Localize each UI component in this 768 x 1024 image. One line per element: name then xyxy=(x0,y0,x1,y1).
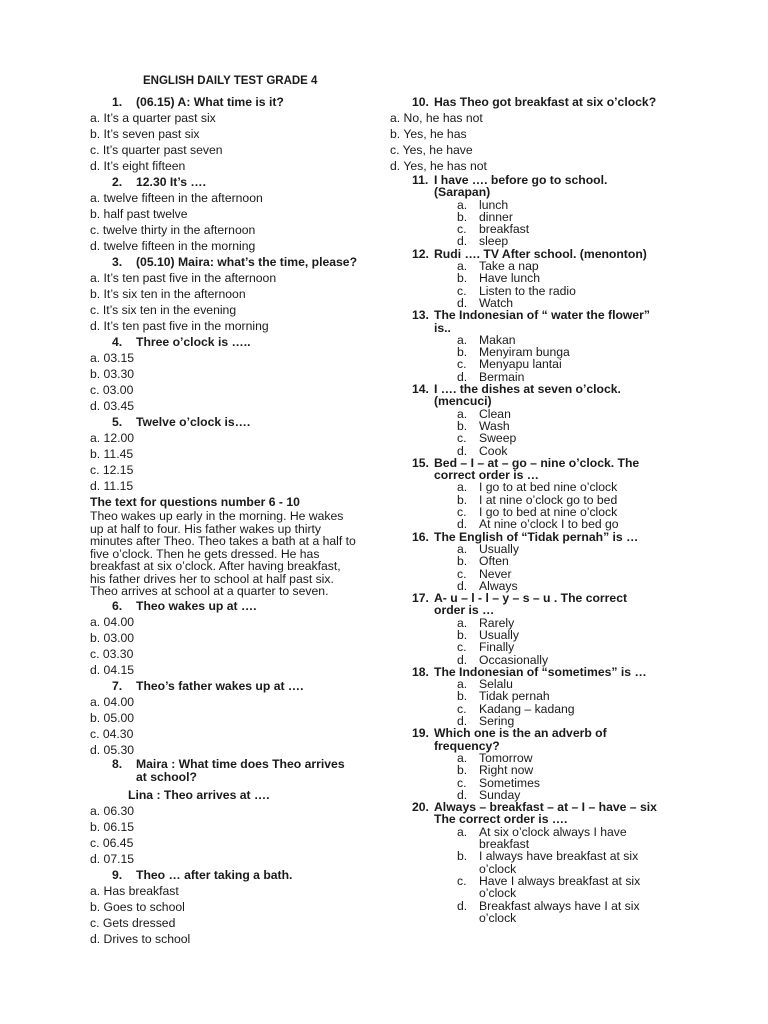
option-c: c. It’s six ten in the evening xyxy=(90,303,237,317)
option-text: breakfast xyxy=(479,837,530,852)
option-b xyxy=(390,555,690,567)
option-c xyxy=(390,875,690,900)
option-text: dinner xyxy=(479,209,513,224)
option-c: c. 12.15 xyxy=(90,463,134,477)
question-text: 12.30 It’s …. xyxy=(136,175,207,189)
option-text: Sometimes xyxy=(479,775,540,790)
option-letter: c. xyxy=(457,222,467,237)
option-b xyxy=(390,629,690,641)
option-a xyxy=(390,617,690,629)
option-a: a. It’s a quarter past six xyxy=(90,111,216,125)
question-text: The English of “Tidak pernah” is … xyxy=(434,529,639,544)
question-8-line-3 xyxy=(90,787,385,803)
question-19-line-2 xyxy=(390,740,690,752)
question-number: 10. xyxy=(412,95,429,109)
passage-line: five o’clock. Then he gets dressed. He has xyxy=(90,546,320,561)
option-letter: c. xyxy=(457,505,467,520)
option-letter: d. xyxy=(457,578,468,593)
option-text: I at nine o’clock go to bed xyxy=(479,492,618,507)
option-text: Sunday xyxy=(479,787,521,802)
option-c: c. 03.30 xyxy=(90,646,134,661)
question-16 xyxy=(390,531,690,543)
option-text: o’clock xyxy=(479,861,517,876)
question-text: order is … xyxy=(434,603,495,618)
option-text: Have lunch xyxy=(479,271,540,286)
option-b: b. 11.45 xyxy=(90,447,134,461)
question-number: 20. xyxy=(412,800,429,815)
option-a: a. It’s ten past five in the afternoon xyxy=(90,271,277,285)
option-a: a. Has breakfast xyxy=(90,883,179,898)
option-letter: c. xyxy=(457,701,467,716)
question-number: 5. xyxy=(112,415,123,429)
option-letter: a. xyxy=(457,480,468,495)
option-a: a. 04.00 xyxy=(90,614,135,629)
question-text: The Indonesian of “sometimes” is … xyxy=(434,664,647,679)
question-number: 9. xyxy=(112,867,123,882)
option-letter: b. xyxy=(457,209,468,224)
passage-line: up at half to four. His father wakes up thirty xyxy=(90,521,322,536)
option-b xyxy=(390,272,690,284)
option-c: c. 03.00 xyxy=(90,383,134,397)
option-a: a. 04.00 xyxy=(90,694,135,709)
right-question-list xyxy=(390,174,690,924)
option-text: Usually xyxy=(479,541,519,556)
option-b xyxy=(390,420,690,432)
option-letter: c. xyxy=(457,566,467,581)
question-text: frequency? xyxy=(434,738,500,753)
option-letter: b. xyxy=(457,271,468,286)
option-letter: c. xyxy=(457,283,467,298)
option-letter: c. xyxy=(457,357,467,372)
question-number: 6. xyxy=(112,598,123,613)
option-text: o’clock xyxy=(479,910,517,925)
option-letter: a. xyxy=(457,677,468,692)
question-text: Always – breakfast – at – I – have – six xyxy=(434,800,657,815)
option-letter: b. xyxy=(457,849,468,864)
option-b xyxy=(390,211,690,223)
question-text: Has Theo got breakfast at six o’clock? xyxy=(434,95,657,109)
question-18 xyxy=(390,666,690,678)
option-b xyxy=(390,690,690,702)
question-number: 2. xyxy=(112,175,123,189)
question-text: is.. xyxy=(434,320,451,335)
option-text: Menyiram bunga xyxy=(479,345,570,360)
option-letter: b. xyxy=(457,345,468,360)
option-letter: b. xyxy=(457,627,468,642)
option-text: I always have breakfast at six xyxy=(479,849,639,864)
option-text: Rarely xyxy=(479,615,515,630)
passage-line: his father drives her to school at half past six. xyxy=(90,571,334,586)
option-c: c. 06.45 xyxy=(90,835,134,850)
option-b xyxy=(390,850,690,875)
option-d: d. It’s eight fifteen xyxy=(90,159,186,173)
question-number: 17. xyxy=(412,591,429,606)
question-text: correct order is … xyxy=(434,468,539,483)
option-c: c. It’s quarter past seven xyxy=(90,143,223,157)
option-letter: d. xyxy=(457,714,468,729)
option-text: lunch xyxy=(479,197,509,212)
question-text: Theo … after taking a bath. xyxy=(136,867,293,882)
option-c xyxy=(390,223,690,235)
option-letter: a. xyxy=(457,332,468,347)
option-d: d. 04.15 xyxy=(90,662,135,677)
option-letter: d. xyxy=(457,295,468,310)
option-a: a. twelve fifteen in the afternoon xyxy=(90,191,263,205)
option-a xyxy=(390,752,690,764)
question-7 xyxy=(90,678,385,694)
option-b xyxy=(390,764,690,776)
option-text: Makan xyxy=(479,332,516,347)
option-d: d. It’s ten past five in the morning xyxy=(90,319,269,333)
option-text: sleep xyxy=(479,234,509,249)
question-number: 16. xyxy=(412,529,429,544)
option-text: At nine o’clock I to bed go xyxy=(479,517,619,532)
option-d: d. 11.15 xyxy=(90,479,134,493)
question-text: (05.10) Maira: what’s the time, please? xyxy=(136,255,358,269)
option-text: Menyapu lantai xyxy=(479,357,562,372)
option-text: Selalu xyxy=(479,677,513,692)
question-8-line-2 xyxy=(90,771,385,784)
option-letter: b. xyxy=(457,492,468,507)
option-a xyxy=(390,543,690,555)
option-b: b. Yes, he has xyxy=(390,127,467,141)
option-b: b. It’s six ten in the afternoon xyxy=(90,287,246,301)
option-letter: b. xyxy=(457,763,468,778)
question-12 xyxy=(390,248,690,260)
question-text: Twelve o’clock is…. xyxy=(136,415,251,429)
option-d: d. twelve fifteen in the morning xyxy=(90,239,256,253)
question-number: 3. xyxy=(112,255,123,269)
question-20-line-2 xyxy=(390,813,690,825)
question-number: 15. xyxy=(412,455,429,470)
option-letter: c. xyxy=(457,640,467,655)
question-text: Rudi …. TV After school. (menonton) xyxy=(434,246,647,261)
option-c xyxy=(390,703,690,715)
option-a: a. 12.00 xyxy=(90,431,135,445)
option-d: d. 03.45 xyxy=(90,399,135,413)
question-11-line-2 xyxy=(390,186,690,198)
question-number: 12. xyxy=(412,246,429,261)
question-17-line-2 xyxy=(390,604,690,616)
option-text: Sweep xyxy=(479,431,517,446)
question-text: (mencuci) xyxy=(434,394,492,409)
question-number: 8. xyxy=(112,756,123,771)
question-text: I …. the dishes at seven o’clock. xyxy=(434,382,621,397)
option-b: b. 03.00 xyxy=(90,630,135,645)
option-letter: d. xyxy=(457,369,468,384)
question-text: Theo’s father wakes up at …. xyxy=(136,678,304,693)
option-letter: d. xyxy=(457,652,468,667)
passage-line: Theo arrives at school at a quarter to seven. xyxy=(90,584,329,598)
option-b: b. It’s seven past six xyxy=(90,127,200,141)
question-number: 11. xyxy=(412,173,429,187)
option-letter: a. xyxy=(457,197,468,212)
option-text: Breakfast always have I at six xyxy=(479,898,640,913)
option-b: b. Goes to school xyxy=(90,899,185,914)
option-text: Always xyxy=(479,578,518,593)
passage-line: breakfast at six o’clock. After having breakfast, xyxy=(90,559,341,573)
option-letter: d. xyxy=(457,517,468,532)
option-a xyxy=(390,408,690,420)
option-a xyxy=(390,199,690,211)
option-b: b. half past twelve xyxy=(90,207,188,221)
option-b: b. 06.15 xyxy=(90,819,135,834)
option-text: Occasionally xyxy=(479,652,549,667)
question-text: (06.15) A: What time is it? xyxy=(136,95,284,109)
option-text: Bermain xyxy=(479,369,525,384)
option-b: b. 05.00 xyxy=(90,710,135,725)
option-c xyxy=(390,358,690,370)
question-5 xyxy=(90,414,385,430)
left-column xyxy=(90,94,385,947)
question-14-line-2 xyxy=(390,395,690,407)
question-number: 19. xyxy=(412,726,429,741)
option-a: a. 06.30 xyxy=(90,803,135,818)
option-text: I go to bed at nine o’clock xyxy=(479,505,618,520)
option-c: c. Gets dressed xyxy=(90,915,176,930)
option-d: d. 07.15 xyxy=(90,851,135,866)
option-text: Never xyxy=(479,566,512,581)
option-a: a. No, he has not xyxy=(390,111,483,125)
option-letter: a. xyxy=(457,615,468,630)
option-c: c. Yes, he have xyxy=(390,143,473,157)
option-letter: b. xyxy=(457,418,468,433)
option-a xyxy=(390,260,690,272)
question-text: Theo wakes up at …. xyxy=(136,598,257,613)
option-text: o’clock xyxy=(479,886,517,901)
option-text: Take a nap xyxy=(479,259,539,274)
question-text: (Sarapan) xyxy=(434,185,491,200)
option-letter: d. xyxy=(457,234,468,249)
question-text: The correct order is …. xyxy=(434,812,568,827)
option-c xyxy=(390,432,690,444)
option-letter: c. xyxy=(457,775,467,790)
question-number: 1. xyxy=(112,95,123,109)
question-13-line-2 xyxy=(390,322,690,334)
option-text: Tomorrow xyxy=(479,750,533,765)
option-letter: a. xyxy=(457,541,468,556)
option-letter: a. xyxy=(457,824,468,839)
option-d xyxy=(390,900,690,925)
question-number: 18. xyxy=(412,664,429,679)
option-text: I go to at bed nine o’clock xyxy=(479,480,618,495)
option-a: a. 03.15 xyxy=(90,351,135,365)
reading-passage xyxy=(90,510,385,598)
option-d: d. Yes, he has not xyxy=(390,159,487,173)
question-10 xyxy=(390,94,690,110)
passage-line: Theo wakes up early in the morning. He wakes xyxy=(90,509,344,523)
option-c xyxy=(390,641,690,653)
passage-line: minutes after Theo. Theo takes a bath at a half to xyxy=(90,534,356,548)
question-1 xyxy=(90,94,385,110)
question-text: Bed – I – at – go – nine o’clock. The xyxy=(434,455,640,470)
option-text: Clean xyxy=(479,406,511,421)
question-text: Three o’clock is ….. xyxy=(136,335,251,349)
question-2 xyxy=(90,174,385,190)
option-text: Wash xyxy=(479,418,510,433)
option-a xyxy=(390,481,690,493)
page-title: ENGLISH DAILY TEST GRADE 4 xyxy=(143,75,318,87)
option-c: c. 04.30 xyxy=(90,726,134,741)
option-text: Sering xyxy=(479,714,515,729)
question-number: 4. xyxy=(112,335,123,349)
option-text: Tidak pernah xyxy=(479,689,550,704)
option-c xyxy=(390,777,690,789)
option-letter: a. xyxy=(457,406,468,421)
question-number: 13. xyxy=(412,308,429,323)
option-d: d. Drives to school xyxy=(90,931,191,946)
option-letter: d. xyxy=(457,898,468,913)
option-b: b. 03.30 xyxy=(90,367,135,381)
question-text: at school? xyxy=(136,769,197,784)
option-text: Cook xyxy=(479,443,508,458)
option-text: At six o’clock always I have xyxy=(479,824,627,839)
question-4 xyxy=(90,334,385,350)
question-8 xyxy=(90,758,385,771)
option-letter: a. xyxy=(457,259,468,274)
passage-heading: The text for questions number 6 - 10 xyxy=(90,495,300,509)
option-text: Listen to the radio xyxy=(479,283,576,298)
question-6 xyxy=(90,598,385,614)
option-letter: a. xyxy=(457,750,468,765)
option-text: breakfast xyxy=(479,222,530,237)
option-text: Right now xyxy=(479,763,534,778)
option-letter: b. xyxy=(457,554,468,569)
option-text: Finally xyxy=(479,640,515,655)
option-text: Often xyxy=(479,554,509,569)
option-letter: d. xyxy=(457,443,468,458)
option-text: Usually xyxy=(479,627,519,642)
question-text: Which one is the an adverb of xyxy=(434,726,607,741)
option-letter: c. xyxy=(457,873,467,888)
question-3 xyxy=(90,254,385,270)
option-letter: b. xyxy=(457,689,468,704)
option-a xyxy=(390,826,690,851)
option-c: c. twelve thirty in the afternoon xyxy=(90,223,256,237)
option-c xyxy=(390,285,690,297)
question-text: A- u – l - l – y – s – u . The correct xyxy=(434,591,628,606)
question-9 xyxy=(90,867,385,883)
question-text: I have …. before go to school. xyxy=(434,173,608,187)
option-text: Have I always breakfast at six xyxy=(479,873,641,888)
option-text: Kadang – kadang xyxy=(479,701,575,716)
option-letter: c. xyxy=(457,431,467,446)
question-number: 7. xyxy=(112,678,123,693)
right-column xyxy=(390,94,690,924)
option-d: d. 05.30 xyxy=(90,742,135,757)
question-text: The Indonesian of “ water the flower” xyxy=(434,308,651,323)
question-text: Maira : What time does Theo arrives xyxy=(136,756,345,771)
option-letter: d. xyxy=(457,787,468,802)
option-c xyxy=(390,568,690,580)
question-number: 14. xyxy=(412,382,429,397)
option-text: Watch xyxy=(479,295,514,310)
question-text: Lina : Theo arrives at …. xyxy=(128,787,270,802)
